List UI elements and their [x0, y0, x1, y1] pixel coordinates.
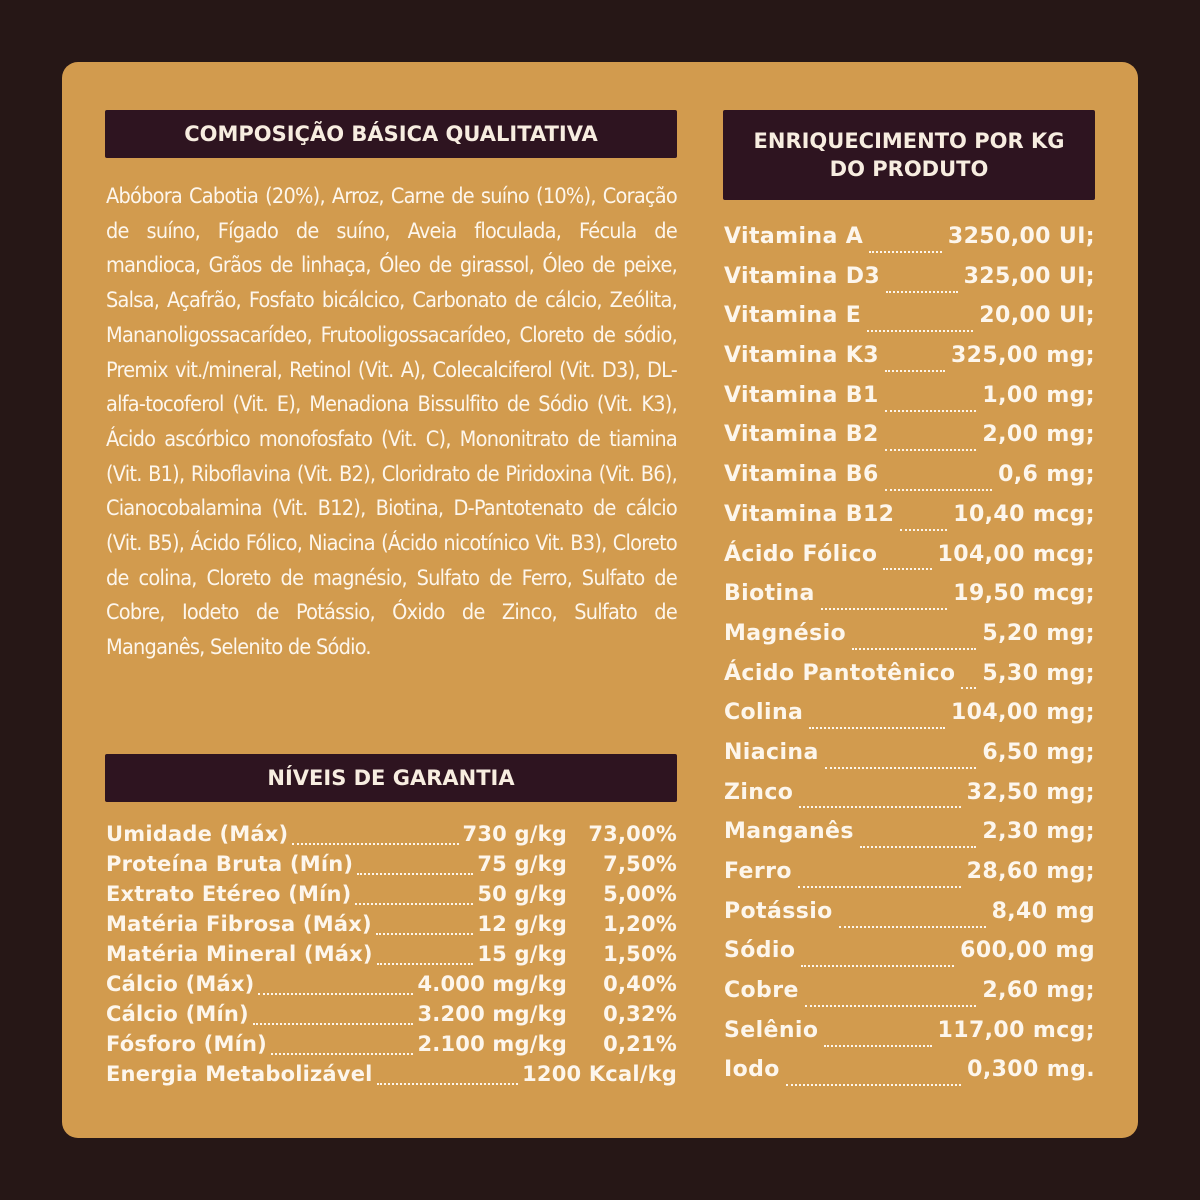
- dot-leader: [869, 251, 942, 253]
- guarantee-value: 1200 Kcal/kg: [522, 1062, 677, 1086]
- guarantee-percent: 5,00%: [603, 882, 677, 906]
- dot-leader: [885, 410, 977, 412]
- dot-leader: [885, 370, 945, 372]
- enrichment-name: Niacina: [724, 739, 819, 765]
- dot-leader: [292, 843, 458, 845]
- dot-leader: [824, 1045, 931, 1047]
- enrichment-name: Iodo: [724, 1057, 780, 1083]
- guarantee-name: Fósforo (Mín): [106, 1032, 267, 1056]
- enrichment-row: [724, 1057, 1095, 1097]
- enrichment-row: [724, 780, 1095, 820]
- dot-leader: [839, 926, 986, 928]
- guarantee-row: [106, 1062, 677, 1092]
- enrichment-value: 5,20 mg;: [982, 620, 1095, 646]
- enrichment-value: 600,00 mg: [960, 938, 1095, 964]
- enrichment-name: Vitamina B6: [724, 462, 879, 488]
- enrichment-name: Magnésio: [724, 620, 847, 646]
- enrichment-name: Potássio: [724, 898, 833, 924]
- guarantee-percent: 0,21%: [603, 1032, 677, 1056]
- guarantee-name: Extrato Etéreo (Mín): [106, 882, 352, 906]
- enrichment-value: 3250,00 UI;: [947, 224, 1095, 249]
- enrichment-name: Vitamina A: [724, 224, 864, 249]
- dot-leader: [883, 568, 931, 570]
- guarantee-row: [106, 882, 677, 912]
- enrichment-value: 2,00 mg;: [982, 422, 1095, 448]
- guarantee-percent: 0,32%: [603, 1002, 677, 1026]
- guarantee-row: [106, 1002, 677, 1032]
- enrichment-row: [724, 819, 1095, 859]
- enrichment-name: Selênio: [724, 1017, 819, 1043]
- guarantee-value: 50 g/kg: [477, 882, 567, 906]
- enrichment-name: Ácido Fólico: [724, 541, 878, 567]
- guarantee-name: Energia Metabolizável: [106, 1062, 373, 1086]
- enrichment-row: [724, 462, 1095, 502]
- enrichment-value: 0,6 mg;: [998, 462, 1095, 488]
- dot-leader: [271, 1053, 414, 1055]
- enrichment-value: 28,60 mg;: [966, 859, 1095, 884]
- enrichment-value: 0,300 mg.: [967, 1057, 1095, 1083]
- enrichment-header: [723, 110, 1095, 200]
- guarantee-name: Umidade (Máx): [106, 822, 289, 846]
- dot-leader: [809, 727, 945, 729]
- enrichment-value: 10,40 mcg;: [953, 501, 1095, 527]
- dot-leader: [886, 291, 957, 293]
- guarantee-row: [106, 972, 677, 1002]
- guarantee-name: Matéria Fibrosa (Máx): [106, 912, 372, 936]
- enrichment-value: 2,30 mg;: [982, 819, 1095, 845]
- dot-leader: [253, 1023, 414, 1025]
- enrichment-name: Vitamina D3: [724, 263, 881, 289]
- enrichment-table: [724, 224, 1095, 1097]
- guarantee-row: [106, 912, 677, 942]
- enrichment-row: [724, 621, 1095, 661]
- enrichment-name: Ferro: [724, 859, 792, 884]
- dot-leader: [961, 687, 976, 689]
- guarantee-percent: 1,20%: [603, 912, 677, 936]
- guarantee-header-label: NÍVEIS DE GARANTIA: [267, 766, 515, 790]
- enrichment-name: Colina: [724, 700, 804, 726]
- dot-leader: [798, 886, 961, 888]
- enrichment-row: [724, 899, 1095, 939]
- dot-leader: [357, 873, 473, 875]
- enrichment-row: [724, 502, 1095, 542]
- enrichment-value: 104,00 mcg;: [937, 541, 1095, 567]
- enrichment-name: Vitamina B12: [724, 501, 895, 527]
- enrichment-name: Ácido Pantotênico: [724, 660, 956, 686]
- dot-leader: [860, 846, 977, 848]
- enrichment-name: Vitamina B2: [724, 422, 879, 448]
- dot-leader: [805, 1005, 977, 1007]
- enrichment-name: Manganês: [724, 819, 854, 845]
- enrichment-value: 325,00 UI;: [963, 263, 1095, 289]
- dot-leader: [852, 648, 976, 650]
- enrichment-row: [724, 542, 1095, 582]
- enrichment-row: [724, 422, 1095, 462]
- dot-leader: [885, 449, 977, 451]
- enrichment-value: 19,50 mcg;: [953, 581, 1095, 607]
- info-card: [62, 62, 1138, 1138]
- enrichment-value: 325,00 mg;: [950, 343, 1095, 369]
- enrichment-value: 2,60 mg;: [982, 978, 1095, 1004]
- guarantee-name: Proteína Bruta (Mín): [106, 852, 354, 876]
- enrichment-row: [724, 383, 1095, 423]
- enrichment-value: 104,00 mg;: [950, 700, 1095, 726]
- enrichment-row: [724, 859, 1095, 899]
- dot-leader: [377, 963, 473, 965]
- guarantee-row: [106, 822, 677, 852]
- enrichment-name: Biotina: [724, 581, 815, 607]
- guarantee-row: [106, 852, 677, 882]
- dot-leader: [900, 529, 947, 531]
- enrichment-value: 1,00 mg;: [982, 382, 1095, 408]
- enrichment-name: Cobre: [724, 978, 799, 1004]
- dot-leader: [258, 993, 413, 995]
- enrichment-value: 32,50 mg;: [966, 779, 1095, 805]
- enrichment-row: [724, 661, 1095, 701]
- guarantee-header: [105, 754, 677, 802]
- guarantee-value: 4.000 mg/kg: [417, 972, 567, 996]
- guarantee-percent: 0,40%: [603, 972, 677, 996]
- enrichment-name: Sódio: [724, 938, 796, 964]
- composition-header: [105, 110, 677, 158]
- dot-leader: [867, 330, 973, 332]
- enrichment-row: [724, 700, 1095, 740]
- enrichment-row: [724, 938, 1095, 978]
- enrichment-name: Vitamina B1: [724, 382, 879, 408]
- guarantee-value: 3.200 mg/kg: [417, 1002, 567, 1026]
- guarantee-row: [106, 1032, 677, 1062]
- dot-leader: [786, 1084, 961, 1086]
- guarantee-value: 2.100 mg/kg: [417, 1032, 567, 1056]
- enrichment-row: [724, 343, 1095, 383]
- dot-leader: [801, 965, 954, 967]
- enrichment-name: Zinco: [724, 779, 794, 805]
- guarantee-name: Matéria Mineral (Máx): [106, 942, 373, 966]
- enrichment-row: [724, 581, 1095, 621]
- enrichment-value: 6,50 mg;: [982, 739, 1095, 765]
- dot-leader: [821, 608, 947, 610]
- guarantee-value: 75 g/kg: [477, 852, 567, 876]
- guarantee-percent: 1,50%: [603, 942, 677, 966]
- guarantee-value: 15 g/kg: [477, 942, 567, 966]
- guarantee-percent: 73,00%: [588, 822, 677, 846]
- enrichment-name: Vitamina E: [724, 303, 862, 329]
- dot-leader: [377, 1083, 519, 1085]
- guarantee-value: 12 g/kg: [477, 912, 567, 936]
- enrichment-row: [724, 1018, 1095, 1058]
- dot-leader: [885, 489, 992, 491]
- enrichment-name: Vitamina K3: [724, 343, 879, 369]
- enrichment-row: [724, 224, 1095, 264]
- composition-text: Abóbora Cabotia (20%), Arroz, Carne de suíno (10%), Coração de suíno, Fígado de suíno, Aveia floculada, Fécula de mandioca, Grãos de linhaça, Óleo de girassol, Óleo de peixe, Salsa, Açafrão, Fosfato bicálcico, Carbonato de cálcio, Zeólita, Mananoligossacarídeo, Frutooligossacarídeo, Cloreto de sódio, Premix vit./mineral, Retinol (Vit. A), Colecalciferol (Vit. D3), DL-alfa-tocoferol (Vit. E), Menadiona Bissulfito de Sódio (Vit. K3), Ácido ascórbico monofosfato (Vit. C), Mononitrato de tiamina (Vit. B1), Riboflavina (Vit. B2), Cloridrato de Piridoxina (Vit. B6), Cianocobalamina (Vit. B12), Biotina, D-Pantotenato de cálcio (Vit. B5), Ácido Fólico, Niacina (Ácido nicotínico Vit. B3), Cloreto de colina, Cloreto de magnésio, Sulfato de Ferro, Sulfato de Cobre, Iodeto de Potássio, Óxido de Zinco, Sulfato de Manganês, Selenito de Sódio.: [106, 184, 677, 661]
- enrichment-row: [724, 264, 1095, 304]
- enrichment-row: [724, 303, 1095, 343]
- guarantee-table: [106, 822, 677, 1092]
- guarantee-value: 730 g/kg: [462, 822, 567, 846]
- enrichment-header-label: ENRIQUECIMENTO POR KG DO PRODUTO: [753, 129, 1065, 181]
- guarantee-name: Cálcio (Máx): [106, 972, 255, 996]
- composition-header-label: COMPOSIÇÃO BÁSICA QUALITATIVA: [184, 122, 598, 146]
- enrichment-value: 117,00 mcg;: [937, 1017, 1095, 1043]
- guarantee-row: [106, 942, 677, 972]
- enrichment-value: 20,00 UI;: [979, 303, 1095, 329]
- dot-leader: [825, 767, 977, 769]
- enrichment-row: [724, 740, 1095, 780]
- enrichment-value: 8,40 mg: [991, 898, 1095, 924]
- enrichment-row: [724, 978, 1095, 1018]
- dot-leader: [355, 903, 473, 905]
- dot-leader: [799, 806, 960, 808]
- dot-leader: [376, 933, 473, 935]
- guarantee-percent: 7,50%: [603, 852, 677, 876]
- enrichment-value: 5,30 mg;: [982, 660, 1095, 686]
- guarantee-name: Cálcio (Mín): [106, 1002, 249, 1026]
